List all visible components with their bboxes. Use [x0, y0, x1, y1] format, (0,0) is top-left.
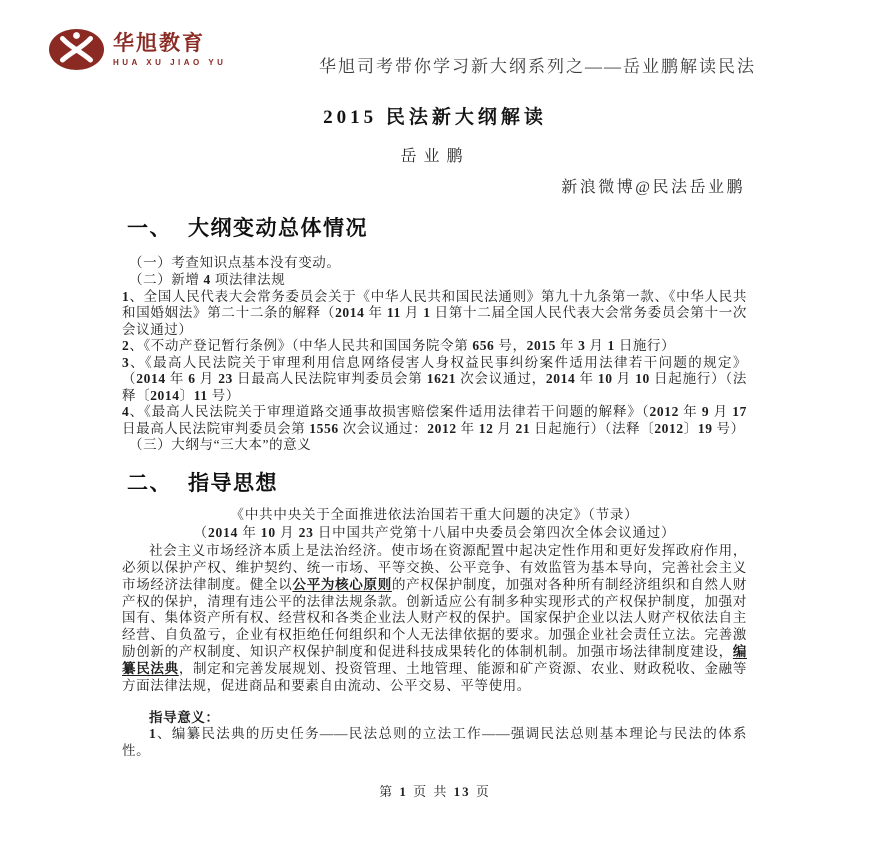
law-item-4: 4、《最高人民法院关于审理道路交通事故损害赔偿案件适用法律若干问题的解释》（2012 年 9 月 17 日最高人民法院审判委员会第 1556 次会议通过：2012 年 12 月 21 日起施行）（法释〔2012〕19 号）: [122, 404, 747, 436]
paragraph-segment: 的产权保护制度，加强对各种所有制经济组织和自然人财产权的保护，清理有违公平的法律法规条款。创新适应公有制多种实现形式的产权保护制度，加强对国有、集体资产所有权、经营权和各类企业法人财产权的保护。国家保护企业以法人财产权依法自主经营、自负盈亏，企业有权拒绝任何组织和个人无法律依据的要求。加强企业社会责任立法。完善激励创新的产权制度、知识产权保护制度和促进科技成果转化的体制机制。加强市场法律制度建设，: [122, 576, 748, 659]
page-footer: 第 1 页 共 13 页: [379, 784, 491, 799]
author-name: 岳业鹏: [400, 148, 470, 165]
paragraph-segment: ，制定和完善发展规划、投资管理、土地管理、能源和矿产资源、农业、财政税收、金融等方面法律法规，促进商品和要素自由流动、公平交易、平等使用。: [122, 660, 747, 693]
guide-significance-label: 指导意义：: [149, 710, 220, 726]
law-item-3: 3、《最高人民法院关于审理利用信息网络侵害人身权益民事纠纷案件适用法律若干问题的规定》（2014 年 6 月 23 日最高人民法院审判委员会第 1621 次会议通过，2014 年 10 月 10 日起施行）（法释〔2014〕11 号）: [122, 354, 748, 403]
law-item-1: 1、全国人民代表大会常务委员会关于《中华人民共和国民法通则》第九十九条第一款、《中华人民共和国婚姻法》第二十二条的解释（2014 年 11 月 1 日第十二届全国人民代表大会常务委员会第十一次会议通过）: [122, 288, 747, 337]
sub-item-1: （一）考查知识点基本没有变动。: [129, 255, 341, 270]
paragraph-segment: 社会主义市场经济本质上是法治经济。使市场在资源配置中起决定性作用和更好发挥政府作用，必须以保护产权、维护契约、统一市场、平等交换、公平竞争、有效监管为基本导向，完善社会主义市场经济法律制度。健全以: [122, 543, 747, 592]
header-banner-title: 华旭司考带你学习新大纲系列之——岳业鹏解读民法: [319, 57, 756, 76]
page-header: [48, 26, 756, 77]
brand-subtitle: HUA XU JIAO YU: [113, 58, 227, 68]
section-2-title: 指导思想: [188, 472, 278, 496]
weibo-handle: 新浪微博@民法岳业鹏: [561, 179, 745, 196]
section-1-title: 大纲变动总体情况: [188, 217, 368, 240]
section-1-number: 一、: [127, 217, 172, 240]
section-2-heading: [127, 467, 747, 497]
section-2-number: 二、: [127, 472, 172, 496]
brand-name: 华旭教育: [113, 31, 205, 55]
brand-text-block: [113, 32, 226, 67]
document-body: [122, 212, 747, 760]
guide-point-1: 1、编纂民法典的历史任务——民法总则的立法工作——强调民法总则基本理论与民法的体系性。: [122, 726, 747, 759]
sub-item-3: （三）大纲与“三大本”的意义: [129, 437, 312, 453]
guiding-paragraph: [122, 543, 747, 694]
law-item-2: 2、《不动产登记暂行条例》（中华人民共和国国务院令第 656 号，2015 年 3 月 1 日施行）: [122, 338, 676, 354]
huaxu-logo-icon: [48, 26, 105, 73]
document-title: 2015 民法新大纲解读: [323, 107, 547, 128]
quote-date: （2014 年 10 月 23 日中国共产党第十八届中央委员会第四次全体会议通过）: [193, 525, 676, 541]
quote-title: 《中共中央关于全面推进依法治国若干重大问题的决定》（节录）: [230, 507, 639, 523]
section-1-heading: [127, 212, 747, 242]
huaxu-logo: [48, 26, 226, 73]
highlight-civil-code: 编纂民法典: [122, 644, 747, 676]
highlight-fairness-principle: 公平为核心原则: [292, 576, 392, 592]
sub-item-2: （二）新增 4 项法律法规: [129, 271, 286, 287]
